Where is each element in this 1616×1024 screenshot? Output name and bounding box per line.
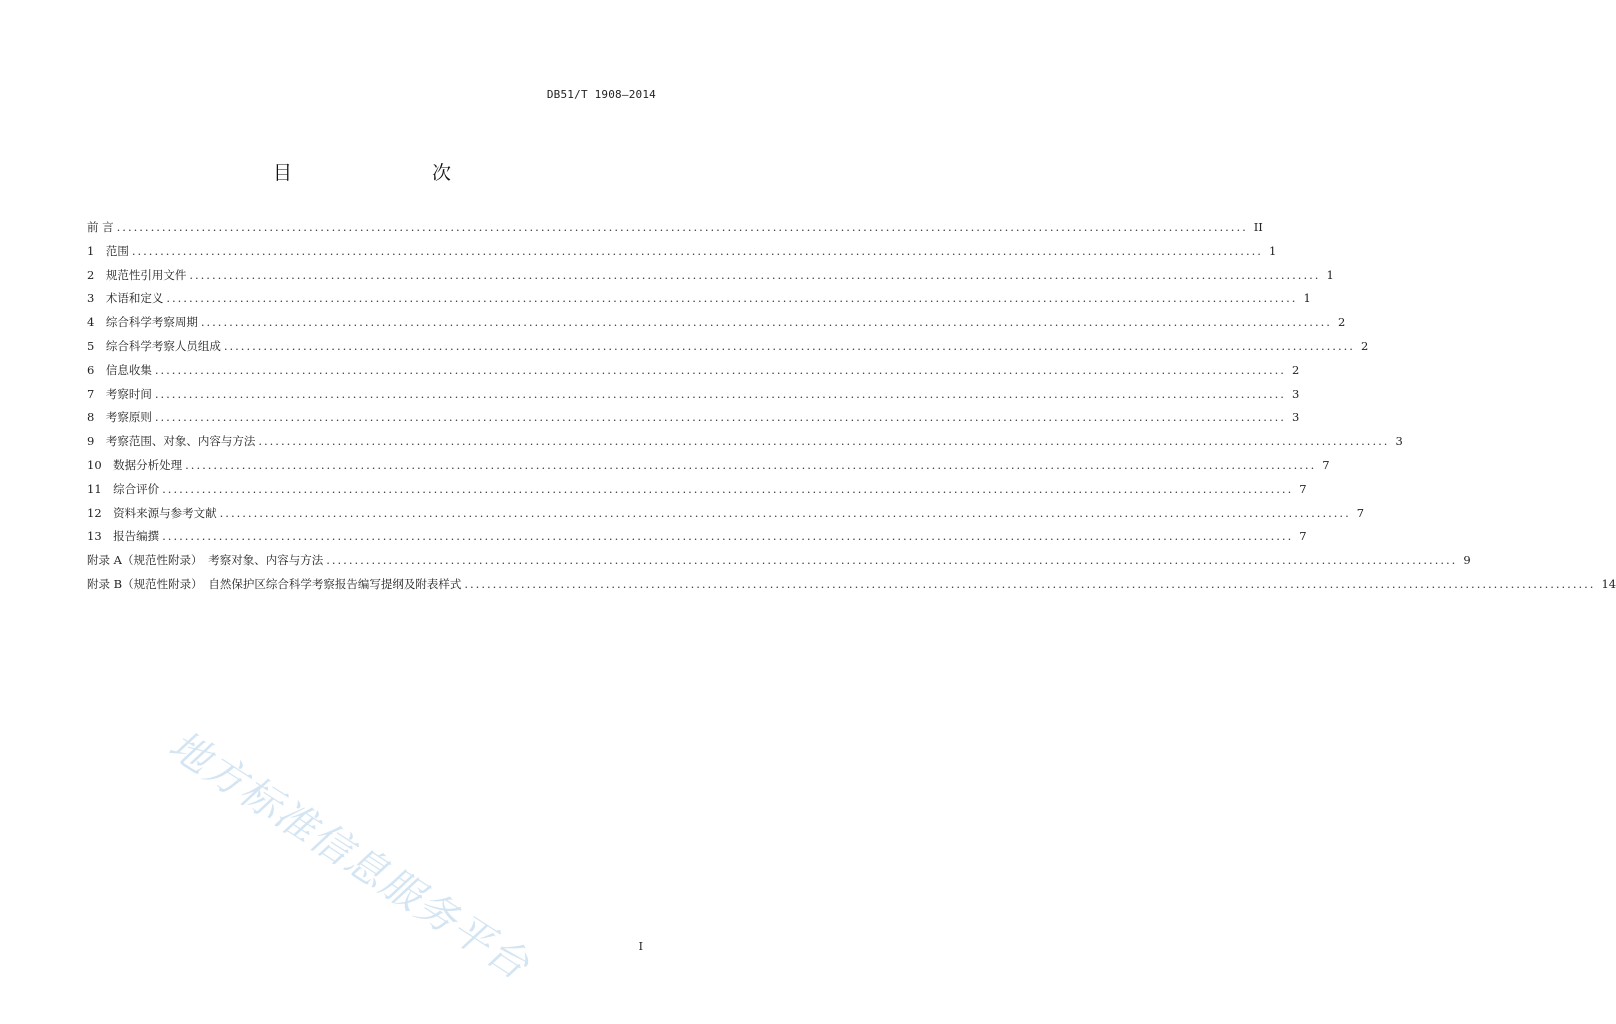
toc-entry[interactable] <box>87 383 1300 407</box>
toc-leader-dots: ........................................................................................................................................................................................................ <box>154 362 1286 377</box>
watermark: 地方标准信息服务平台 <box>160 722 538 990</box>
toc-entry-page: 9 <box>1463 553 1471 568</box>
toc-entry[interactable] <box>87 454 1330 478</box>
toc-leader-dots: ........................................................................................................................................................................................................ <box>464 576 1596 591</box>
toc-leader-dots: ........................................................................................................................................................................................................ <box>185 457 1317 472</box>
toc-entry-page: 1 <box>1268 243 1277 258</box>
toc-leader-dots: ........................................................................................................................................................................................................ <box>200 315 1332 330</box>
toc-entry-label: 附录 B（规范性附录） 自然保护区综合科学考察报告编写提纲及附表样式 <box>87 576 462 591</box>
toc-entry[interactable] <box>87 240 1277 264</box>
toc-entry-page: 3 <box>1291 410 1300 425</box>
toc-leader-dots: ........................................................................................................................................................................................................ <box>258 434 1390 449</box>
toc-entry[interactable] <box>87 478 1307 502</box>
toc-entry-page: 7 <box>1299 481 1307 496</box>
toc-entry-page: II <box>1253 220 1263 234</box>
toc-entry[interactable] <box>87 406 1300 430</box>
toc-entry[interactable] <box>87 264 1334 288</box>
toc-entry-label: 前 言 <box>87 220 114 234</box>
toc-entry[interactable] <box>87 335 1369 359</box>
toc-entry[interactable] <box>87 216 1263 240</box>
toc-entry-label: 10 数据分析处理 <box>87 457 183 472</box>
toc-entry[interactable] <box>87 287 1311 311</box>
toc-entry-label: 7 考察时间 <box>87 386 152 401</box>
toc-entry-page: 14 <box>1601 576 1616 591</box>
toc-entry-page: 3 <box>1291 386 1300 401</box>
toc-leader-dots: ........................................................................................................................................................................................................ <box>131 243 1263 258</box>
toc-entry[interactable] <box>87 359 1300 383</box>
toc-entry-page: 1 <box>1303 291 1311 306</box>
toc-leader-dots: ........................................................................................................................................................................................................ <box>162 481 1294 496</box>
toc-entry[interactable] <box>87 549 1471 573</box>
toc-leader-dots: ........................................................................................................................................................................................................ <box>219 505 1351 520</box>
toc-entry-label: 5 综合科学考察人员组成 <box>87 338 221 353</box>
toc-entry[interactable] <box>87 430 1403 454</box>
toc-entry[interactable] <box>87 573 1616 597</box>
toc-entry-page: 3 <box>1395 434 1403 449</box>
document-code: DB51/T 1908—2014 <box>546 88 656 101</box>
toc-entry-label: 6 信息收集 <box>87 362 152 377</box>
toc-title: 目 次 <box>272 162 485 184</box>
toc-entry-label: 3 术语和定义 <box>87 291 164 306</box>
toc-entry-label: 2 规范性引用文件 <box>87 267 187 282</box>
toc-entry-label: 8 考察原则 <box>87 410 152 425</box>
toc-entry-page: 2 <box>1360 338 1369 353</box>
toc-entry-page: 7 <box>1299 529 1307 544</box>
toc-leader-dots: ........................................................................................................................................................................................................ <box>166 291 1298 306</box>
toc-entry-page: 2 <box>1291 362 1300 377</box>
toc-leader-dots: ........................................................................................................................................................................................................ <box>162 529 1294 544</box>
toc-entry-label: 11 综合评价 <box>87 481 160 496</box>
page-number: I <box>638 940 643 953</box>
toc-entry-page: 2 <box>1337 315 1346 330</box>
toc-entry[interactable] <box>87 311 1346 335</box>
toc-leader-dots: ........................................................................................................................................................................................................ <box>326 553 1458 568</box>
toc-leader-dots: ........................................................................................................................................................................................................ <box>116 220 1248 234</box>
table-of-contents <box>87 216 1616 597</box>
toc-leader-dots: ........................................................................................................................................................................................................ <box>223 338 1355 353</box>
toc-entry-page: 1 <box>1326 267 1334 282</box>
toc-entry-label: 13 报告编撰 <box>87 529 160 544</box>
toc-leader-dots: ........................................................................................................................................................................................................ <box>154 386 1286 401</box>
toc-entry[interactable] <box>87 502 1365 526</box>
toc-leader-dots: ........................................................................................................................................................................................................ <box>154 410 1286 425</box>
toc-entry-label: 附录 A（规范性附录） 考察对象、内容与方法 <box>87 553 324 568</box>
toc-entry-page: 7 <box>1356 505 1365 520</box>
toc-entry[interactable] <box>87 525 1307 549</box>
toc-leader-dots: ........................................................................................................................................................................................................ <box>189 267 1321 282</box>
toc-entry-label: 12 资料来源与参考文献 <box>87 505 217 520</box>
toc-entry-label: 4 综合科学考察周期 <box>87 315 198 330</box>
toc-entry-label: 9 考察范围、对象、内容与方法 <box>87 434 256 449</box>
toc-entry-label: 1 范围 <box>87 243 129 258</box>
toc-entry-page: 7 <box>1322 457 1330 472</box>
